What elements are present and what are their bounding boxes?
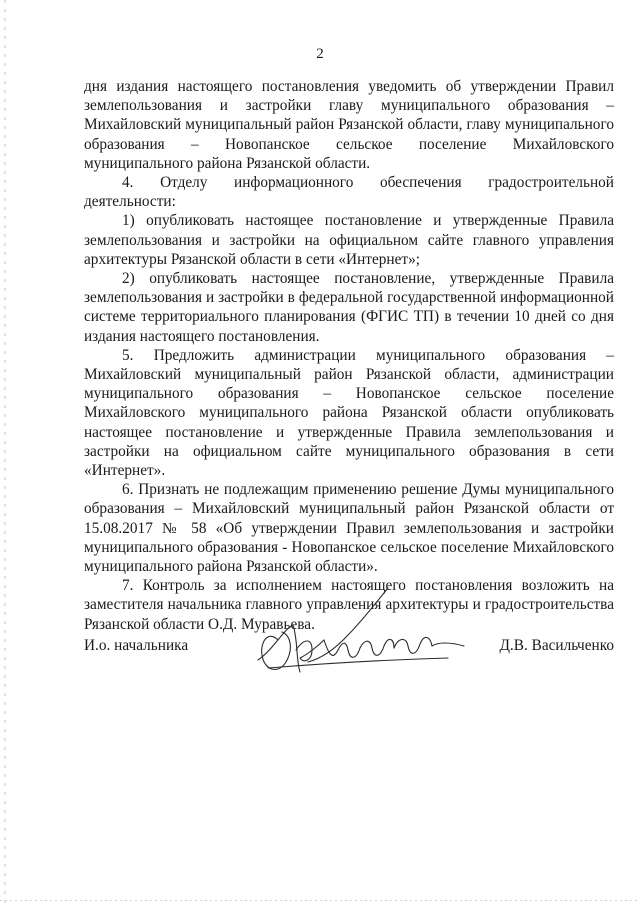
text-line: района Рязанской области. [197,154,371,172]
text-line: и градостроительства Рязанской области О.Д. Муравьева. [84,596,614,633]
paragraph-4-1 [84,211,614,269]
text-line: Михайловский муниципальный район Рязанской области, администрации [84,366,614,384]
text-line: землепользования и застройки в федеральной государственной информационной [84,289,614,307]
scan-edge-artifact [4,0,6,905]
document-body [84,77,614,634]
text-line: землепользования и застройки главу муниципального образования – [84,97,614,115]
text-line: на заместителя начальника главного управления архитектуры [84,577,614,614]
text-line: Михайловский муниципальный район Рязанской области, главу муниципального [84,116,614,134]
paragraph-6 [84,480,614,576]
text-line: 7. Контроль за исполнением настоящего постановления возложить [122,577,590,595]
page-number: 2 [316,46,324,62]
text-line: 5. Предложить администрации муниципального образования – [122,346,614,364]
paragraph-intro [84,77,614,173]
text-line: образования – Новопанское сельское поселение Михайловского муниципального [84,135,614,172]
text-line: 1) опубликовать настоящее постановление и утвержденные Правила [122,212,614,230]
text-line: постановление и утвержденные Правила землепользования и застройки на [84,423,614,460]
text-line: муниципального образования – Новопанское сельское поселение Михайловского [84,385,614,422]
scan-bottom-edge [0,900,640,901]
text-line: муниципального района Рязанской области опубликовать настоящее [84,404,614,441]
text-line: архитектуры Рязанской области в сети «Интернет»; [84,250,420,268]
text-line: землепользования и застройки на официальном сайте главного управления [84,231,614,249]
text-line: деятельности: [84,193,176,211]
text-line: муниципального образования – Михайловский муниципальный район Рязанской [84,481,614,518]
text-line: дня издания настоящего постановления уведомить об утверждении Правил [84,78,614,95]
position-title: И.о. начальника [84,637,189,654]
paragraph-4 [84,173,614,211]
text-line: Михайловского муниципального района Рязанской области». [84,538,615,576]
text-line: 2) опубликовать настоящее постановление, утвержденные Правила [122,270,614,288]
text-line: издания настоящего постановления. [84,327,320,345]
text-line: официальном сайте муниципального образования в сети «Интернет». [84,442,614,480]
handwritten-signature [238,580,478,690]
text-line: застройки муниципального образования - Новопанское сельское поселение [84,519,614,556]
paragraph-5 [84,346,614,480]
text-line: 4. Отделу информационного обеспечения градостроительной [122,174,614,192]
signer-name: Д.В. Васильченко [499,637,614,654]
paragraph-4-2 [84,269,614,346]
text-line: области от 15.08.2017 № 58 «Об утверждении Правил землепользования и [84,500,614,537]
text-line: 6. Признать не подлежащим применению решение Думы [122,481,501,499]
text-line: системе территориального планирования (ФГИС ТП) в течении 10 дней со дня [84,308,614,326]
